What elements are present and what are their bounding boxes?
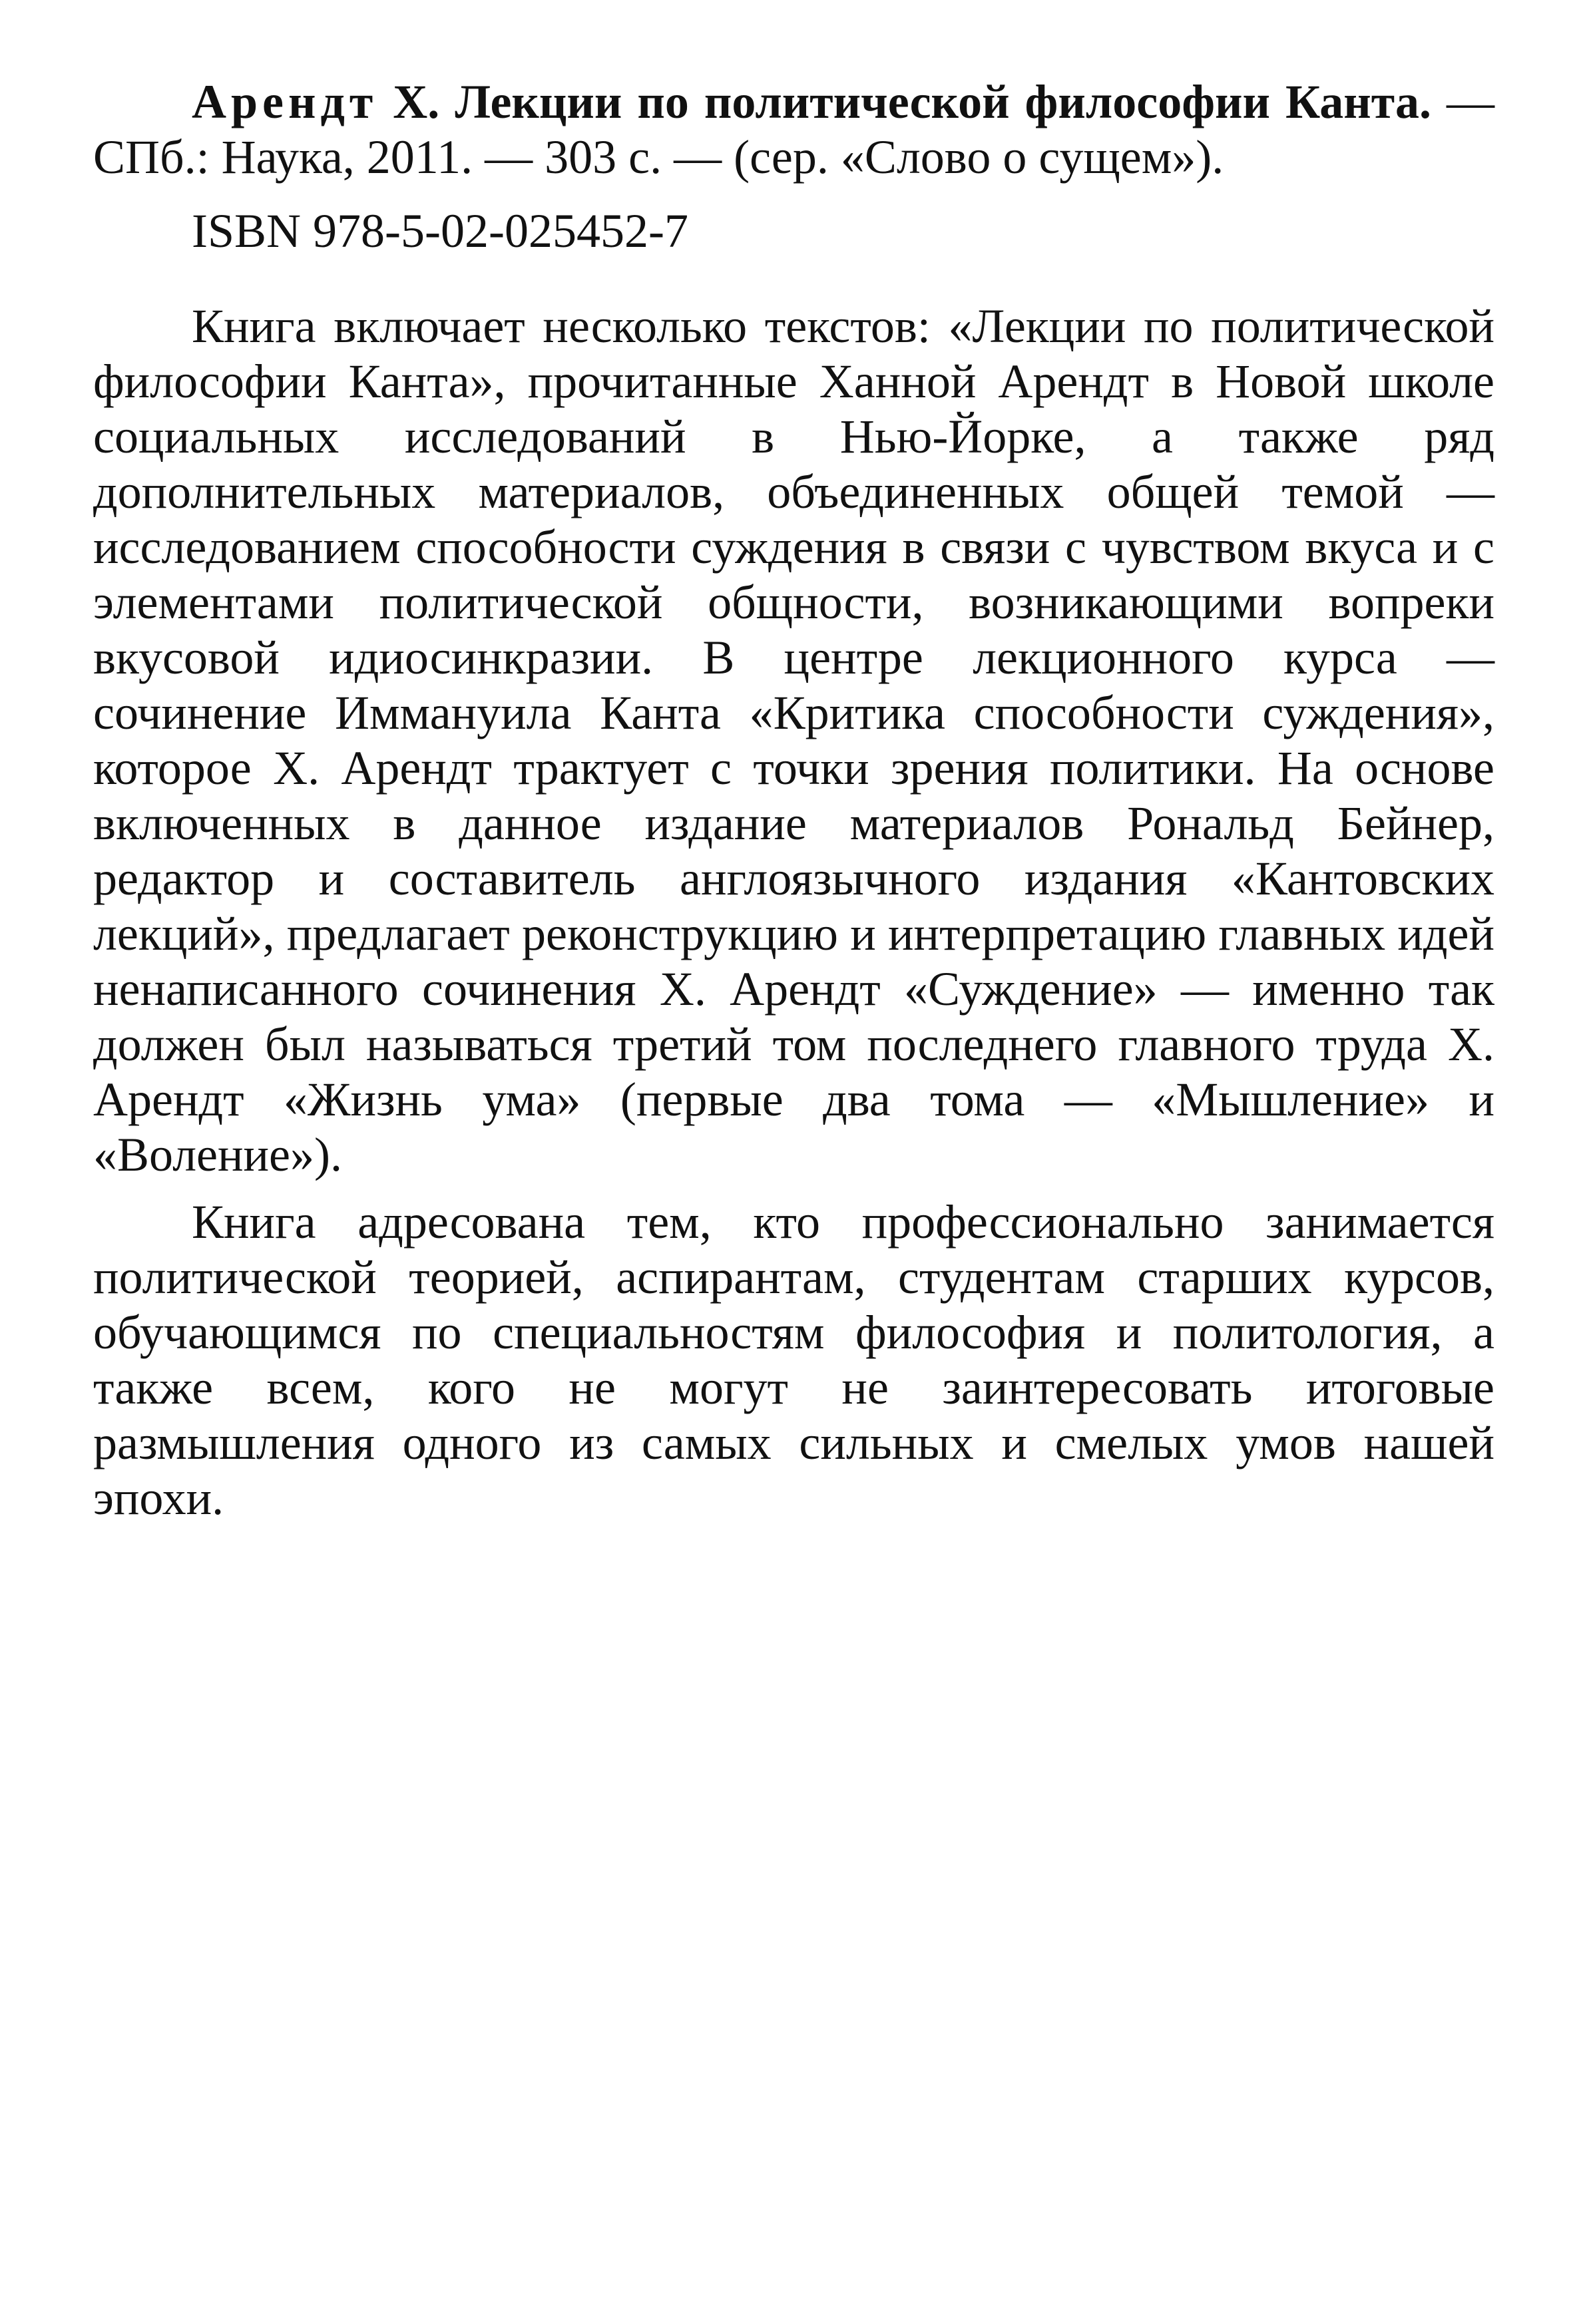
author-initials: Х. [393, 75, 440, 128]
publication-imprint: — СПб.: Наука, 2011. — 303 с. — (сер. «Слово о сущем»). [93, 75, 1495, 184]
book-title: Лекции по политической философии Канта. [455, 75, 1431, 128]
isbn-line: ISBN 978-5-02-025452-7 [192, 204, 688, 258]
book-annotation-page [93, 75, 1494, 1538]
author-surname: Арендт [192, 75, 378, 128]
annotation-paragraph: Книга включает несколько текстов: «Лекции по политической философии Канта», прочитанные Ханной Арендт в Новой школе социальных исследований в Нью-Йорке, а также ряд дополнительных материалов, объединенных общей темой — исследованием способности суждения в связи с чувством вкуса и с элементами политической общности, возникающими вопреки вкусовой идиосинкразии. В центре лекционного курса — сочинение Иммануила Канта «Критика способности суждения», которое Х. Арендт трактует с точки зрения политики. На основе включенных в данное издание материалов Рональд Бейнер, редактор и составитель англоязычного издания «Кантовских лекций», предлагает реконструкцию и интерпретацию главных идей ненаписанного сочинения Х. Арендт «Суждение» — именно так должен был называться третий том последнего главного труда Х. Арендт «Жизнь ума» (первые два тома — «Мышление» и «Воление»). [93, 299, 1494, 1181]
audience-paragraph: Книга адресована тем, кто профессионально занимается политической теорией, аспирантам, студентам старших курсов, обучающимся по специальностям философия и политология, а также всем, кого не могут не заинтересовать итоговые размышления одного из самых сильных и смелых умов нашей эпохи. [93, 1195, 1494, 1525]
bibliographic-record [93, 75, 1494, 185]
